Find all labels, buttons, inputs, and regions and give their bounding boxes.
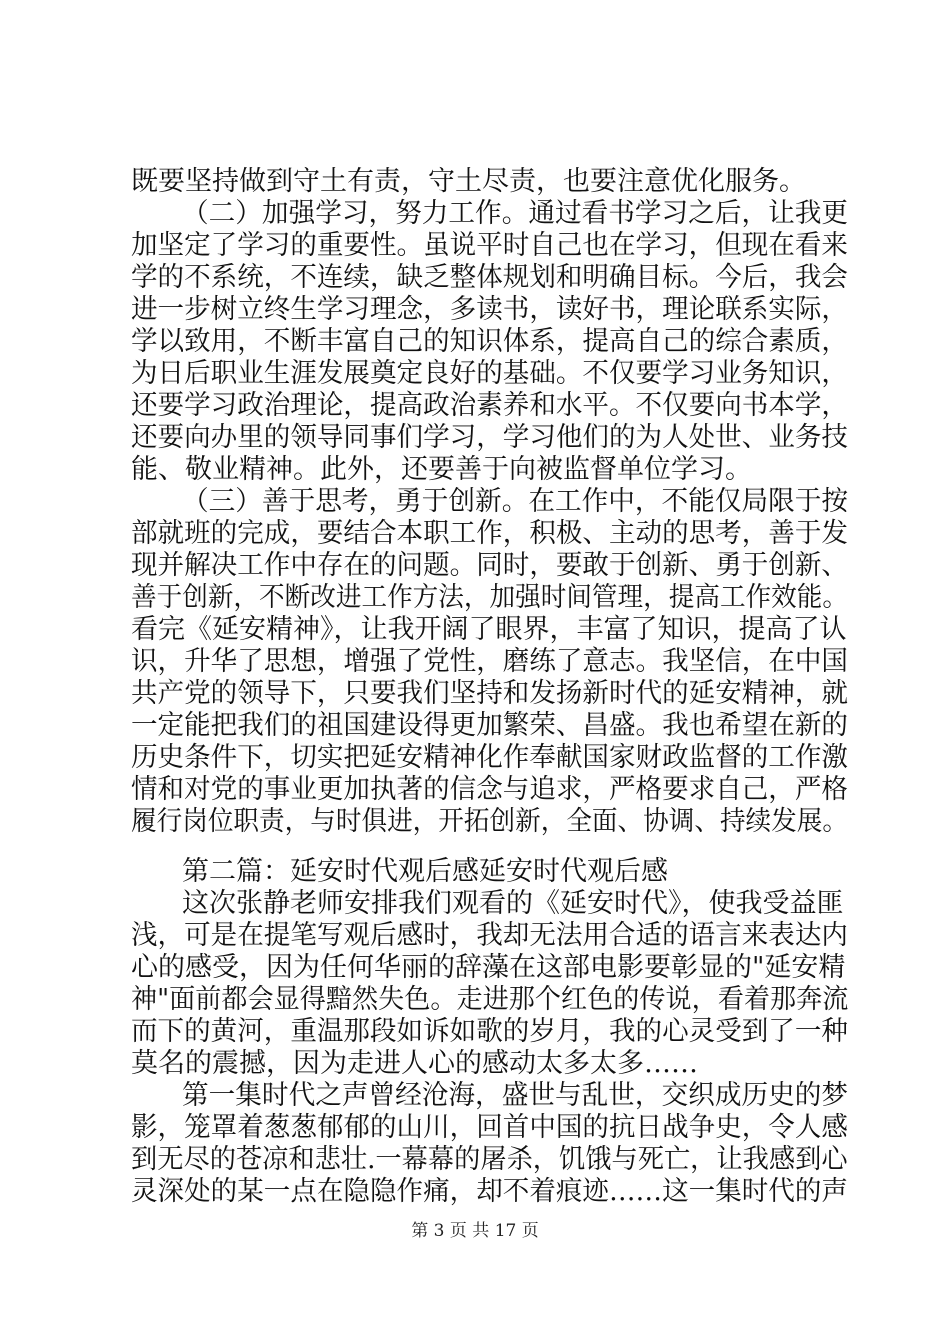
text-line: 神"面前都会显得黯然失色。走进那个红色的传说，看着那奔流 (131, 984, 849, 1015)
text-line: 历史条件下，切实把延安精神化作奉献国家财政监督的工作激 (131, 742, 848, 773)
section-heading: 第二篇：延安时代观后感延安时代观后感 (182, 856, 668, 887)
text-line: 能、敬业精神。此外，还要善于向被监督单位学习。 (131, 454, 752, 485)
text-line: 一定能把我们的祖国建设得更加繁荣、昌盛。我也希望在新的 (131, 710, 848, 741)
text-line: 既要坚持做到守土有责，守土尽责，也要注意优化服务。 (131, 166, 806, 197)
text-line: 还要学习政治理论，提高政治素养和水平。不仅要向书本学， (131, 390, 848, 421)
text-line: 履行岗位职责，与时俱进，开拓创新，全面、协调、持续发展。 (131, 806, 848, 837)
text-line: 看完《延安精神》，让我开阔了眼界，丰富了知识，提高了认 (131, 614, 847, 645)
text-line: 现并解决工作中存在的问题。同时，要敢于创新、勇于创新、 (131, 550, 848, 581)
text-line: 进一步树立终生学习理念，多读书，读好书，理论联系实际， (131, 294, 848, 325)
text-line: 学的不系统，不连续，缺乏整体规划和明确目标。今后，我会 (131, 262, 848, 293)
text-line: 到无尽的苍凉和悲壮.一幕幕的屠杀，饥饿与死亡，让我感到心 (131, 1144, 848, 1175)
text-line: 第一集时代之声曾经沧海，盛世与乱世，交织成历史的梦 (182, 1080, 849, 1111)
text-line: 情和对党的事业更加执著的信念与追求，严格要求自己，严格 (131, 774, 848, 805)
page-number-footer: 第 3 页 共 17 页 (411, 1221, 539, 1241)
text-line: 浅，可是在提笔写观后感时，我却无法用合适的语言来表达内 (131, 920, 848, 951)
text-line: 加坚定了学习的重要性。虽说平时自己也在学习，但现在看来 (131, 230, 848, 261)
text-line: 还要向办里的领导同事们学习，学习他们的为人处世、业务技 (131, 422, 848, 453)
text-line: 这次张静老师安排我们观看的《延安时代》，使我受益匪 (182, 888, 844, 919)
text-line: 影，笼罩着葱葱郁郁的山川，回首中国的抗日战争史，令人感 (131, 1112, 848, 1143)
text-line: （二）加强学习，努力工作。通过看书学习之后，让我更 (182, 198, 849, 229)
text-line: 为日后职业生涯发展奠定良好的基础。不仅要学习业务知识， (131, 358, 848, 389)
text-line: 灵深处的某一点在隐隐作痛，却不着痕迹……这一集时代的声 (131, 1176, 848, 1207)
text-line: 部就班的完成，要结合本职工作，积极、主动的思考，善于发 (131, 518, 848, 549)
text-line: 善于创新，不断改进工作方法，加强时间管理，提高工作效能。 (131, 582, 848, 613)
text-line: 莫名的震撼，因为走进人心的感动太多太多…… (131, 1048, 698, 1079)
text-line: （三）善于思考，勇于创新。在工作中，不能仅局限于按 (182, 486, 849, 517)
text-line: 学以致用，不断丰富自己的知识体系，提高自己的综合素质， (131, 326, 848, 357)
text-line: 而下的黄河，重温那段如诉如歌的岁月，我的心灵受到了一种 (131, 1016, 848, 1047)
text-line: 识，升华了思想，增强了党性，磨练了意志。我坚信，在中国 (131, 646, 848, 677)
text-line: 共产党的领导下，只要我们坚持和发扬新时代的延安精神，就 (131, 678, 848, 709)
text-line: 心的感受，因为任何华丽的辞藻在这部电影要彰显的"延安精 (131, 952, 846, 983)
